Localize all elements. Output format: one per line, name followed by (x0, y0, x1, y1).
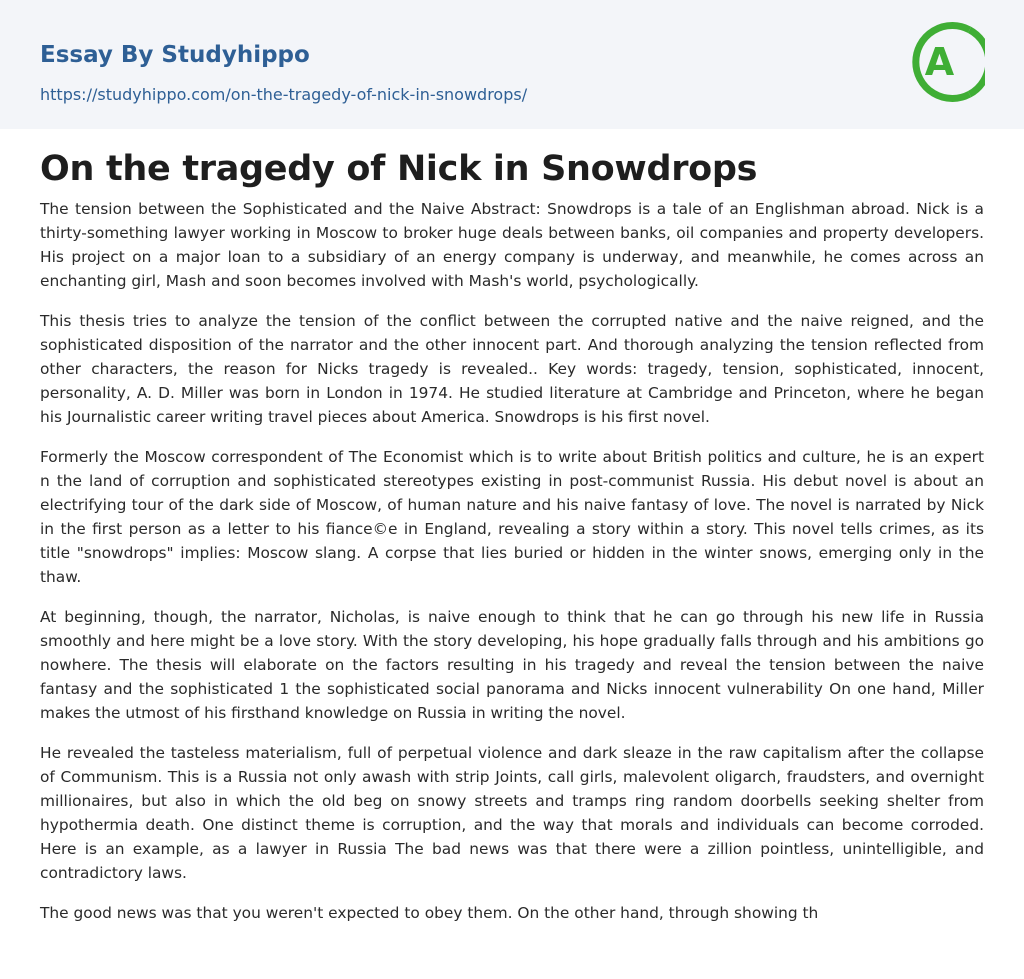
paragraph-1: The tension between the Sophisticated and the Naive Abstract: Snowdrops is a tale of an Englishman abroad. Nick is a thirty-something lawyer working in Moscow to broker huge deals between banks, oil companies and property developers. His project on a major loan to a subsidiary of an energy company is underway, and meanwhile, he comes across an enchanting girl, Mash and soon becomes involved with Mash's world, psychologically. (40, 200, 984, 290)
site-header (0, 0, 1024, 129)
logo-letter: A (924, 40, 955, 84)
article-url-link[interactable]: https://studyhippo.com/on-the-tragedy-of-nick-in-snowdrops/ (40, 85, 528, 104)
studyhippo-logo-icon[interactable] (912, 20, 985, 104)
paragraph-3: Formerly the Moscow correspondent of The Economist which is to write about British politics and culture, he is an expert n the land of corruption and sophisticated stereotypes existing in post-communist Russia. His debut novel is about an electrifying tour of the dark side of Moscow, of human nature and his naive fantasy of love. The novel is narrated by Nick in the first person as a letter to his fiance©e in England, revealing a story within a story. This novel tells crimes, as its title "snowdrops" implies: Moscow slang. A corpse that lies buried or hidden in the winter snows, emerging only in the thaw. (40, 448, 984, 586)
paragraph-5: He revealed the tasteless materialism, full of perpetual violence and dark sleaze in the raw capitalism after the collapse of Communism. This is a Russia not only awash with strip Joints, call girls, malevolent oligarch, fraudsters, and overnight millionaires, but also in which the old beg on snowy streets and tramps ring random doorbells seeking shelter from hypothermia death. One distinct theme is corruption, and the way that morals and individuals can become corroded. Here is an example, as a lawyer in Russia The bad news was that there were a zillion pointless, unintelligible, and contradictory laws. (40, 744, 984, 882)
page-title: On the tragedy of Nick in Snowdrops (40, 149, 758, 189)
paragraph-2: This thesis tries to analyze the tension of the conflict between the corrupted native and the naive reigned, and the sophisticated disposition of the narrator and the other innocent part. And thorough analyzing the tension reflected from other characters, the reason for Nicks tragedy is revealed.. Key words: tragedy, tension, sophisticated, innocent, personality, A. D. Miller was born in London in 1974. He studied literature at Cambridge and Princeton, where he began his Journalistic career writing travel pieces about America. Snowdrops is his first novel. (40, 312, 984, 426)
article-body (0, 129, 1024, 925)
paragraph-6: The good news was that you weren't expected to obey them. On the other hand, through showing th (40, 904, 819, 922)
site-title[interactable]: Essay By Studyhippo (40, 42, 310, 68)
paragraph-4: At beginning, though, the narrator, Nicholas, is naive enough to think that he can go through his new life in Russia smoothly and here might be a love story. With the story developing, his hope gradually falls through and his ambitions go nowhere. The thesis will elaborate on the factors resulting in his tragedy and reveal the tension between the naive fantasy and the sophisticated 1 the sophisticated social panorama and Nicks innocent vulnerability On one hand, Miller makes the utmost of his firsthand knowledge on Russia in writing the novel. (40, 608, 984, 722)
